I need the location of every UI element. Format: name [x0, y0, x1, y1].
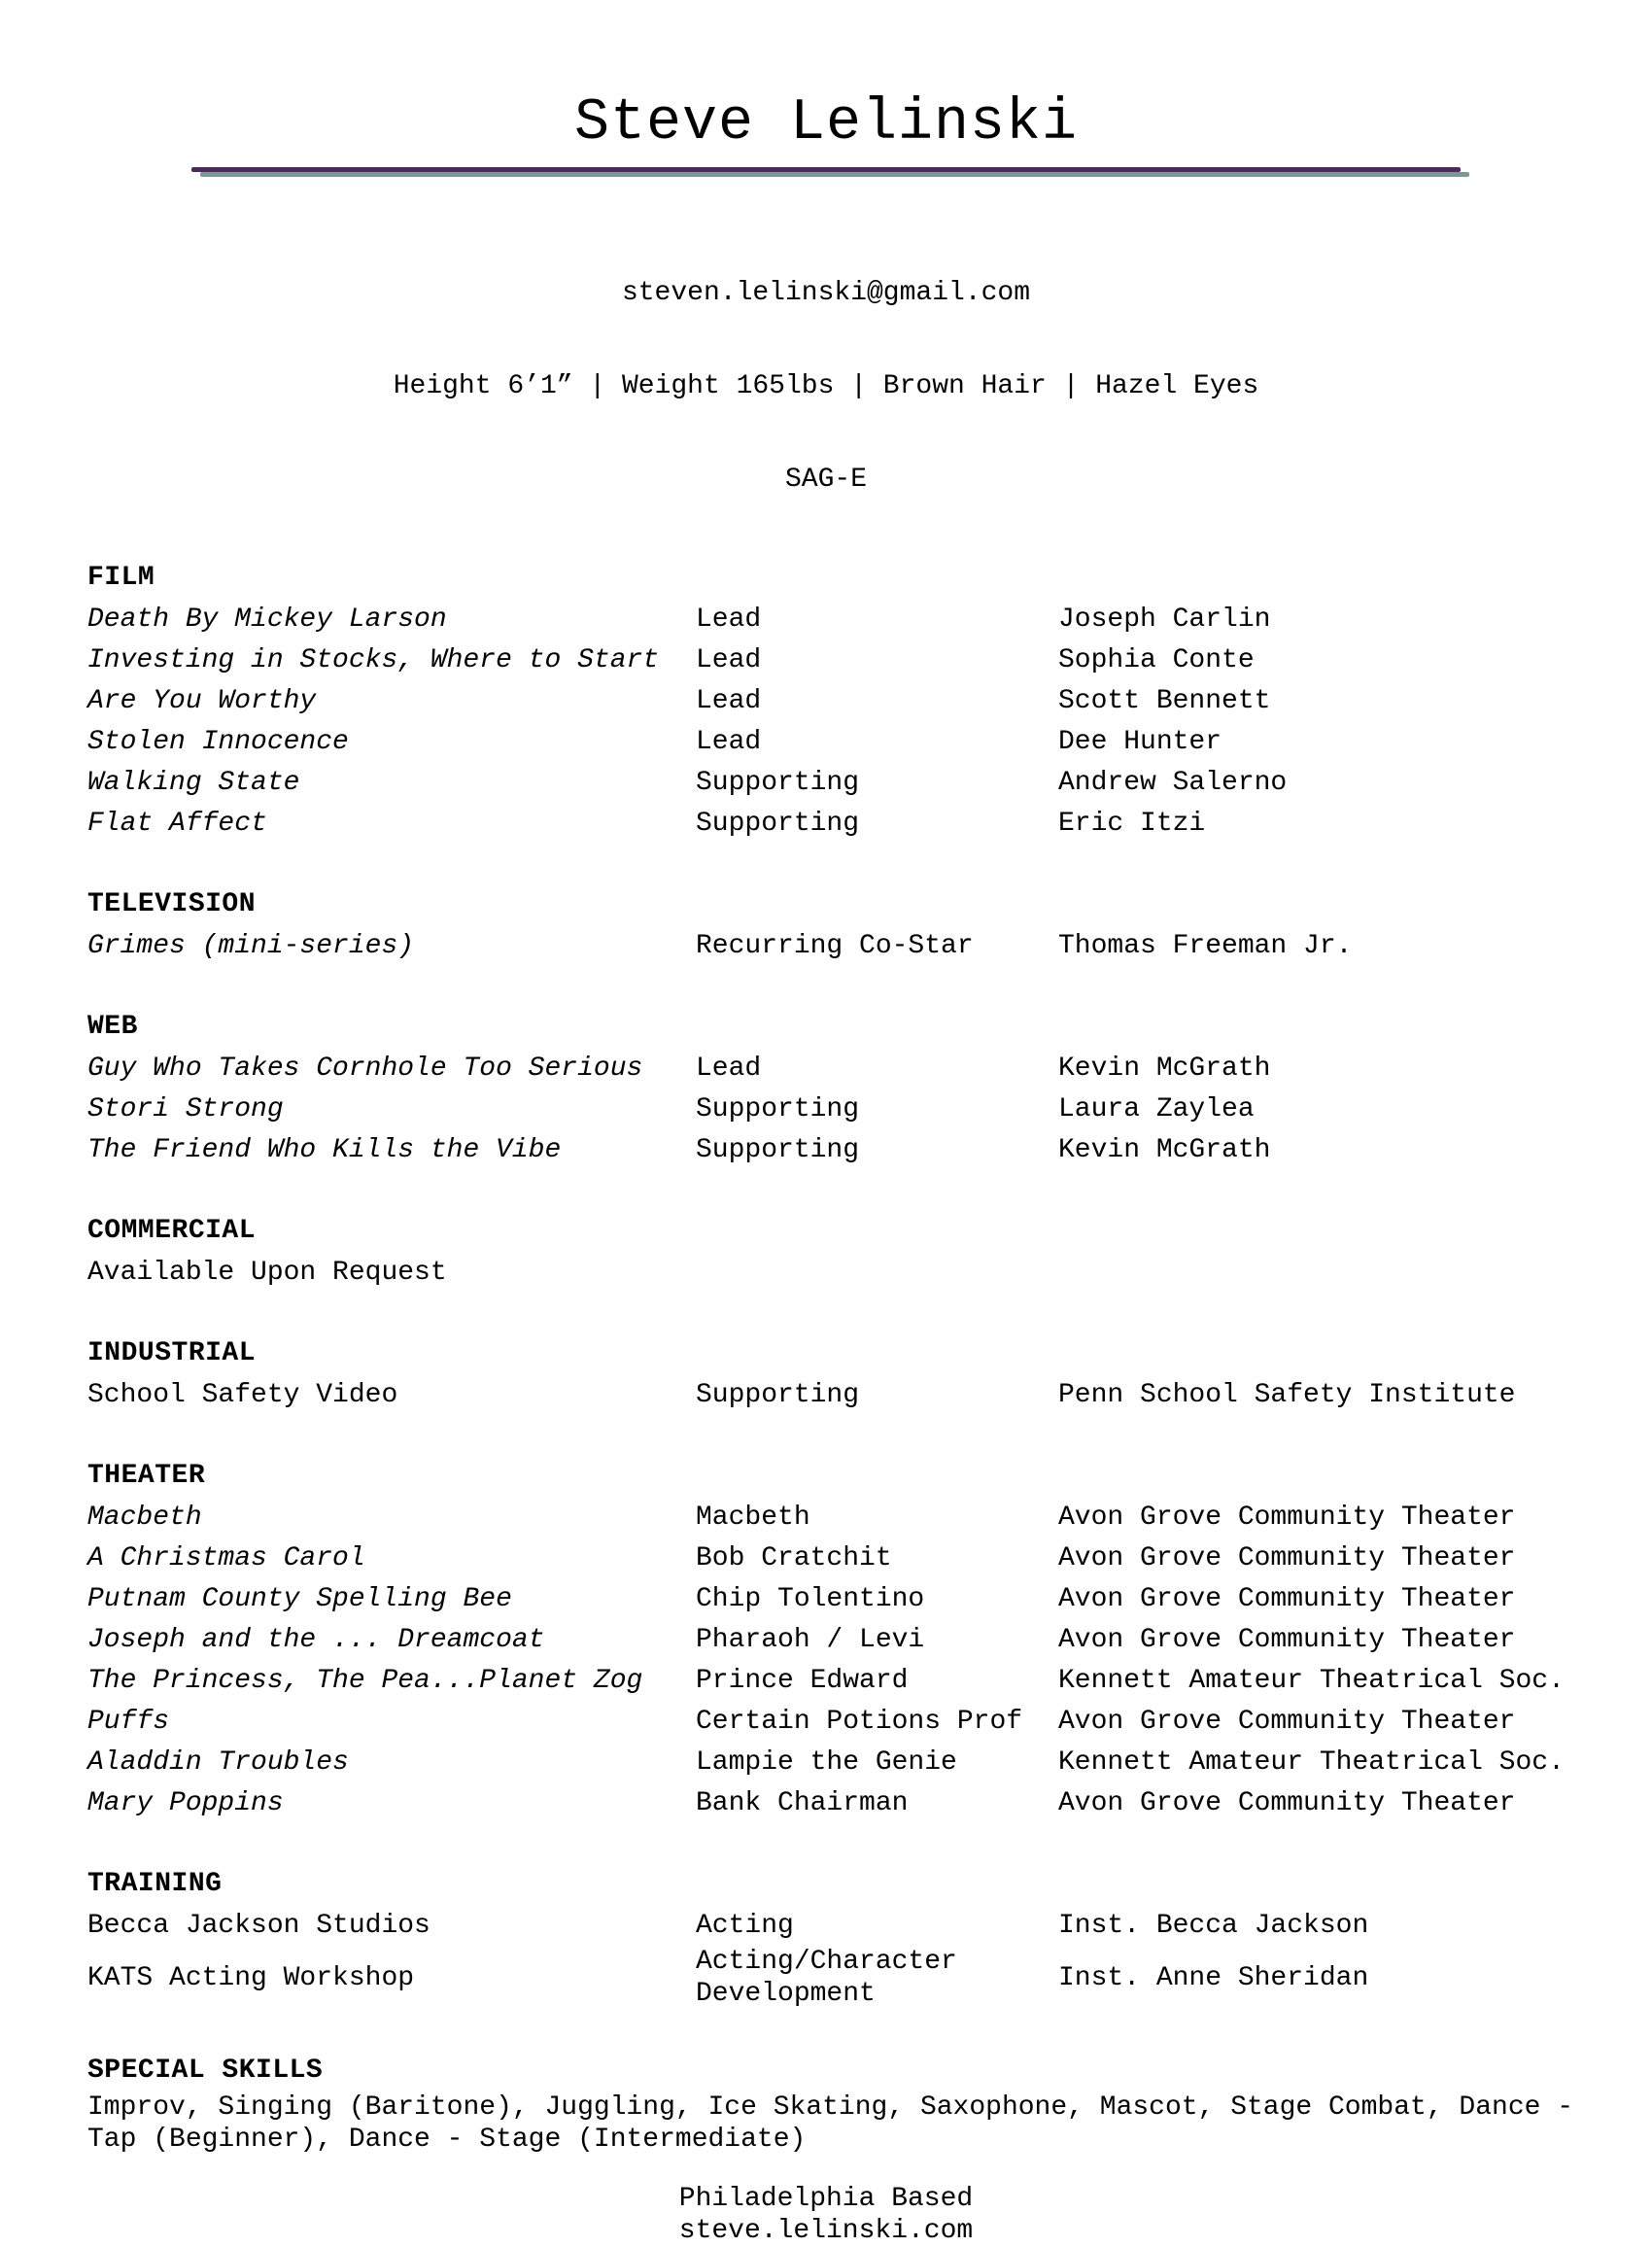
title-rule: [191, 167, 1461, 172]
credit-company: Avon Grove Community Theater: [1058, 1706, 1516, 1737]
credit-company: Scott Bennett: [1058, 685, 1271, 716]
credit-row: [87, 803, 1584, 844]
credit-company: Avon Grove Community Theater: [1058, 1583, 1516, 1614]
resume-section: [87, 558, 1584, 844]
credit-role: Supporting: [696, 1093, 860, 1124]
credit-company: Avon Grove Community Theater: [1058, 1624, 1516, 1655]
credit-company: Sophia Conte: [1058, 644, 1255, 675]
section-header: THEATER: [87, 1461, 206, 1491]
credit-company: Eric Itzi: [1058, 808, 1206, 839]
credit-company: Inst. Anne Sheridan: [1058, 1962, 1369, 1993]
credit-title: Walking State: [87, 767, 300, 798]
credit-title: Are You Worthy: [87, 685, 317, 716]
credit-title: Investing in Stocks, Where to Start: [87, 644, 660, 675]
credit-role: Lead: [696, 1053, 762, 1084]
resume-section: [87, 1007, 1584, 1170]
contact-email: steven.lelinski@gmail.com: [621, 278, 1031, 308]
section-body: [87, 1048, 1584, 1170]
credit-row: [87, 1497, 1584, 1538]
credit-title: Aladdin Troubles: [87, 1746, 349, 1778]
section-header: TELEVISION: [87, 889, 257, 919]
section-note-text: Improv, Singing (Baritone), Juggling, Ice Skating, Saxophone, Mascot, Stage Combat, Dance - Tap (Beginner), Dance - Stage (Intermediate): [87, 2092, 1574, 2155]
credit-company: Kevin McGrath: [1058, 1134, 1271, 1165]
section-body: [87, 1497, 1584, 1823]
credit-title: Becca Jackson Studios: [87, 1910, 430, 1941]
credit-company: Laura Zaylea: [1058, 1093, 1255, 1124]
credit-title: Joseph and the ... Dreamcoat: [87, 1624, 545, 1655]
credit-company: Thomas Freeman Jr.: [1058, 930, 1353, 961]
credit-title: Putnam County Spelling Bee: [87, 1583, 512, 1614]
credit-row: [87, 1619, 1584, 1660]
credit-company: Joseph Carlin: [1058, 604, 1271, 635]
credit-role: Supporting: [696, 808, 860, 839]
credit-company: Kennett Amateur Theatrical Soc.: [1058, 1665, 1565, 1696]
credit-title: Grimes (mini-series): [87, 930, 415, 961]
credit-title: The Princess, The Pea...Planet Zog: [87, 1665, 643, 1696]
credit-role: Recurring Co-Star: [696, 930, 974, 961]
credit-title: KATS Acting Workshop: [87, 1962, 415, 1993]
credit-title: Flat Affect: [87, 808, 267, 839]
credit-row: [87, 1089, 1584, 1129]
credit-row: [87, 680, 1584, 721]
credit-role: Lead: [696, 604, 762, 635]
credit-row: [87, 1538, 1584, 1578]
credit-row: [87, 1701, 1584, 1742]
credit-role: Bob Cratchit: [696, 1542, 892, 1573]
contact-stats: Height 6’1” | Weight 165lbs | Brown Hair | Hazel Eyes: [393, 371, 1259, 401]
credit-row: [87, 762, 1584, 803]
credit-row: [87, 1742, 1584, 1782]
resume-section: [87, 1211, 1584, 1293]
resume-page: [0, 89, 1652, 2247]
section-header: COMMERCIAL: [87, 1216, 257, 1246]
contact-union: SAG-E: [784, 465, 867, 495]
credit-title: The Friend Who Kills the Vibe: [87, 1134, 562, 1165]
credit-company: Kennett Amateur Theatrical Soc.: [1058, 1746, 1565, 1778]
contact-block: [0, 216, 1652, 558]
credit-title: Stori Strong: [87, 1093, 284, 1124]
footer: [0, 2183, 1652, 2247]
resume-section: [87, 884, 1584, 966]
resume-name: Steve Lelinski: [573, 90, 1079, 156]
section-note: [87, 2091, 1584, 2156]
credit-title: Death By Mickey Larson: [87, 604, 447, 635]
credits-list: [87, 558, 1584, 2156]
credit-company: Kevin McGrath: [1058, 1053, 1271, 1084]
footer-website: steve.lelinski.com: [678, 2216, 974, 2246]
credit-row: [87, 599, 1584, 640]
section-header: WEB: [87, 1012, 138, 1042]
credit-title: A Christmas Carol: [87, 1542, 365, 1573]
section-header: SPECIAL SKILLS: [87, 2056, 324, 2086]
section-body: [87, 2091, 1584, 2156]
credit-title: Stolen Innocence: [87, 726, 349, 757]
credit-title: Puffs: [87, 1706, 170, 1737]
credit-title: School Safety Video: [87, 1379, 398, 1410]
credit-role: Acting: [696, 1910, 794, 1941]
credit-row: [87, 721, 1584, 762]
section-header: TRAINING: [87, 1869, 223, 1899]
credit-row: [87, 1782, 1584, 1823]
section-note-text: Available Upon Request: [87, 1257, 447, 1288]
credit-title: Macbeth: [87, 1502, 202, 1533]
section-body: [87, 925, 1584, 966]
section-body: [87, 1252, 1584, 1293]
section-body: [87, 1905, 1584, 2010]
credit-row: [87, 1946, 1584, 2010]
credit-role: Bank Chairman: [696, 1787, 909, 1818]
credit-company: Penn School Safety Institute: [1058, 1379, 1516, 1410]
credit-row: [87, 1660, 1584, 1701]
section-note: [87, 1252, 1584, 1293]
resume-section: [87, 1864, 1584, 2010]
section-header: INDUSTRIAL: [87, 1338, 257, 1368]
credit-role: Acting/Character Development: [696, 1947, 957, 2009]
credit-role: Supporting: [696, 1379, 860, 1410]
credit-company: Andrew Salerno: [1058, 767, 1288, 798]
credit-role: Prince Edward: [696, 1665, 909, 1696]
credit-company: Avon Grove Community Theater: [1058, 1502, 1516, 1533]
credit-row: [87, 925, 1584, 966]
credit-role: Lampie the Genie: [696, 1746, 957, 1778]
section-body: [87, 599, 1584, 844]
credit-role: Supporting: [696, 1134, 860, 1165]
section-body: [87, 1374, 1584, 1415]
credit-row: [87, 1129, 1584, 1170]
footer-location: Philadelphia Based: [678, 2184, 974, 2214]
credit-role: Lead: [696, 644, 762, 675]
credit-role: Chip Tolentino: [696, 1583, 925, 1614]
credit-company: Inst. Becca Jackson: [1058, 1910, 1369, 1941]
credit-row: [87, 640, 1584, 680]
resume-section: [87, 2051, 1584, 2156]
credit-role: Macbeth: [696, 1502, 810, 1533]
credit-role: Pharaoh / Levi: [696, 1624, 925, 1655]
credit-row: [87, 1048, 1584, 1089]
credit-row: [87, 1578, 1584, 1619]
resume-section: [87, 1456, 1584, 1823]
credit-company: Dee Hunter: [1058, 726, 1222, 757]
resume-section: [87, 1333, 1584, 1415]
section-header: FILM: [87, 563, 155, 593]
credit-title: Guy Who Takes Cornhole Too Serious: [87, 1053, 643, 1084]
credit-row: [87, 1905, 1584, 1946]
credit-row: [87, 1374, 1584, 1415]
credit-company: Avon Grove Community Theater: [1058, 1542, 1516, 1573]
credit-role: Lead: [696, 685, 762, 716]
credit-title: Mary Poppins: [87, 1787, 284, 1818]
credit-company: Avon Grove Community Theater: [1058, 1787, 1516, 1818]
credit-role: Lead: [696, 726, 762, 757]
credit-role: Certain Potions Prof: [696, 1706, 1023, 1737]
credit-role: Supporting: [696, 767, 860, 798]
